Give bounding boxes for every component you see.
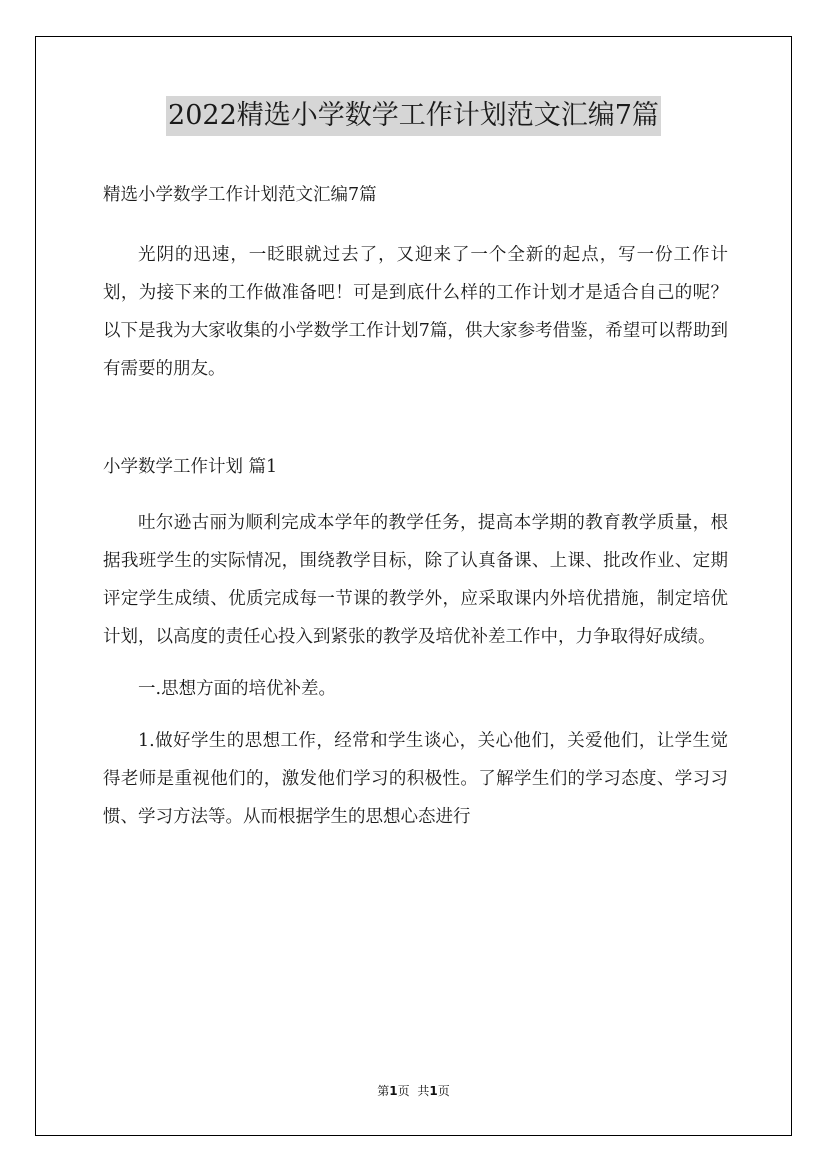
page-suffix: 页 (397, 1084, 410, 1098)
page-prefix: 第 (377, 1084, 390, 1098)
document-body (103, 176, 728, 836)
page-footer (0, 1082, 827, 1099)
subheading: 一.思想方面的培优补差。 (138, 679, 337, 699)
document-title: 2022精选小学数学工作计划范文汇编7篇 (166, 96, 661, 136)
section-heading: 小学数学工作计划 篇1 (103, 457, 278, 477)
title-container (0, 96, 827, 136)
total-suffix: 页 (437, 1084, 450, 1098)
total-prefix: 共 (417, 1084, 430, 1098)
page-number: 1 (389, 1084, 398, 1098)
intro-paragraph: 光阴的迅速，一眨眼就过去了，又迎来了一个全新的起点，写一份工作计划，为接下来的工作做准备吧！可是到底什么样的工作计划才是适合自己的呢？以下是我为大家收集的小学数学工作计划7篇，供大家参考借鉴，希望可以帮助到有需要的朋友。 (103, 245, 728, 379)
total-number: 1 (429, 1084, 438, 1098)
section-paragraph: 吐尔逊古丽为顺利完成本学年的教学任务，提高本学期的教育教学质量，根据我班学生的实际情况，围绕教学目标，除了认真备课、上课、批改作业、定期评定学生成绩、优质完成每一节课的教学外，应采取课内外培优措施，制定培优计划，以高度的责任心投入到紧张的教学及培优补差工作中，力争取得好成绩。 (103, 513, 728, 647)
list-item-1: 1.做好学生的思想工作，经常和学生谈心，关心他们，关爱他们，让学生觉得老师是重视他们的，激发他们学习的积极性。了解学生们的学习态度、学习习惯、学习方法等。从而根据学生的思想心态进行 (103, 731, 728, 827)
document-subtitle: 精选小学数学工作计划范文汇编7篇 (103, 185, 377, 205)
